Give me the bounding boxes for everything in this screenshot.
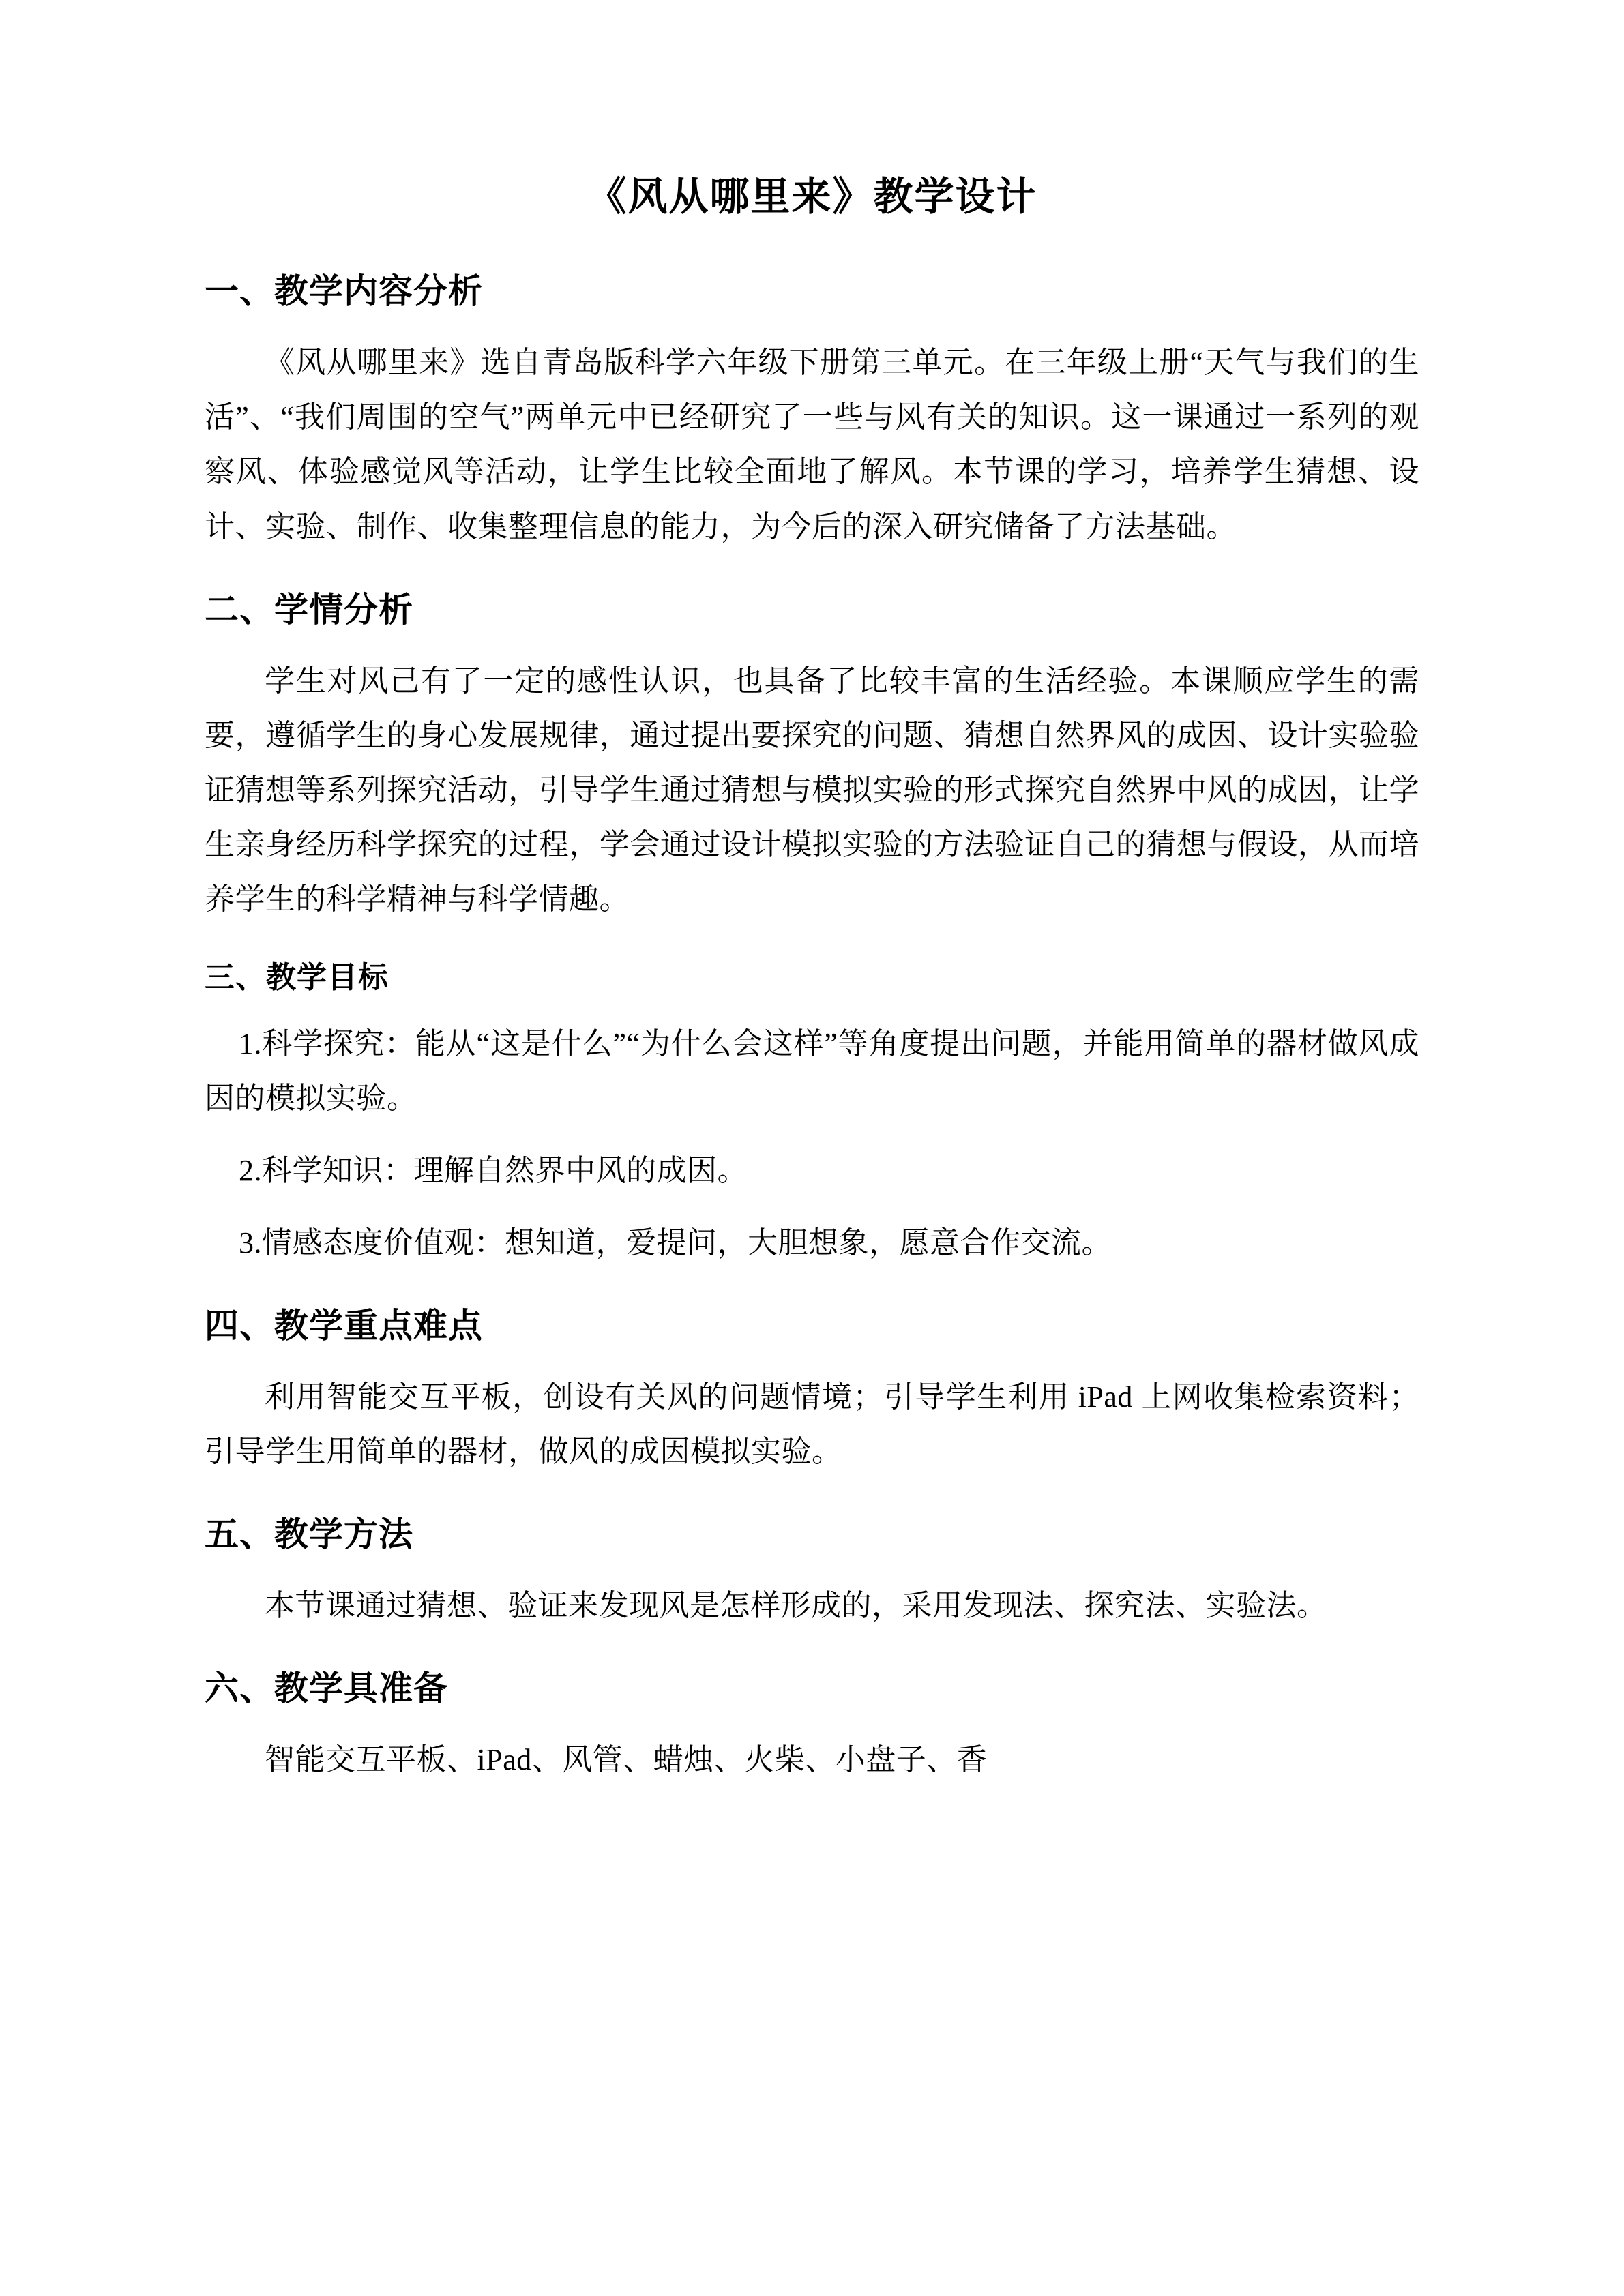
section-1-heading: 一、教学内容分析 [205, 272, 483, 311]
section-6 [205, 1665, 1419, 1787]
section-2-heading: 二、学情分析 [205, 590, 413, 629]
section-5-heading: 五、教学方法 [205, 1515, 413, 1554]
section-5-paragraph-1: 本节课通过猜想、验证来发现风是怎样形成的，采用发现法、探究法、实验法。 [265, 1589, 1327, 1623]
section-1-paragraph-1: 《风从哪里来》选自青岛版科学六年级下册第三单元。在三年级上册“天气与我们的生活”、“我们周围的空气”两单元中已经研究了一些与风有关的知识。这一课通过一系列的观察风、体验感觉风等活动，让学生比较全面地了解风。本节课的学习，培养学生猜想、设计、实验、制作、收集整理信息的能力，为今后的深入研究储备了方法基础。 [205, 346, 1419, 543]
section-3-paragraph-2: 2.科学知识：理解自然界中风的成因。 [239, 1153, 748, 1187]
section-2 [205, 586, 1419, 927]
section-6-paragraph-1: 智能交互平板、iPad、风管、蜡烛、火柴、小盘子、香 [265, 1743, 988, 1777]
section-3-paragraph-1: 1.科学探究：能从“这是什么”“为什么会这样”等角度提出问题，并能用简单的器材做风成因的模拟实验。 [205, 1026, 1419, 1115]
section-3-heading: 三、教学目标 [205, 961, 389, 994]
section-3-paragraph-3: 3.情感态度价值观：想知道，爱提问，大胆想象，愿意合作交流。 [239, 1225, 1112, 1259]
page-title: 《风从哪里来》教学设计 [587, 175, 1037, 219]
section-1 [205, 267, 1419, 554]
section-4 [205, 1302, 1419, 1479]
section-3 [205, 957, 1419, 1270]
section-6-heading: 六、教学具准备 [205, 1669, 448, 1708]
section-5 [205, 1510, 1419, 1633]
section-4-heading: 四、教学重点难点 [205, 1306, 483, 1345]
section-2-paragraph-1: 学生对风己有了一定的感性认识，也具备了比较丰富的生活经验。本课顺应学生的需要，遵循学生的身心发展规律，通过提出要探究的问题、猜想自然界风的成因、设计实验验证猜想等系列探究活动，引导学生通过猜想与模拟实验的形式探究自然界中风的成因，让学生亲身经历科学探究的过程，学会通过设计模拟实验的方法验证自己的猜想与假设，从而培养学生的科学精神与科学情趣。 [205, 664, 1419, 916]
section-4-paragraph-1: 利用智能交互平板，创设有关风的问题情境；引导学生利用 iPad 上网收集检索资料；引导学生用简单的器材，做风的成因模拟实验。 [205, 1380, 1419, 1468]
